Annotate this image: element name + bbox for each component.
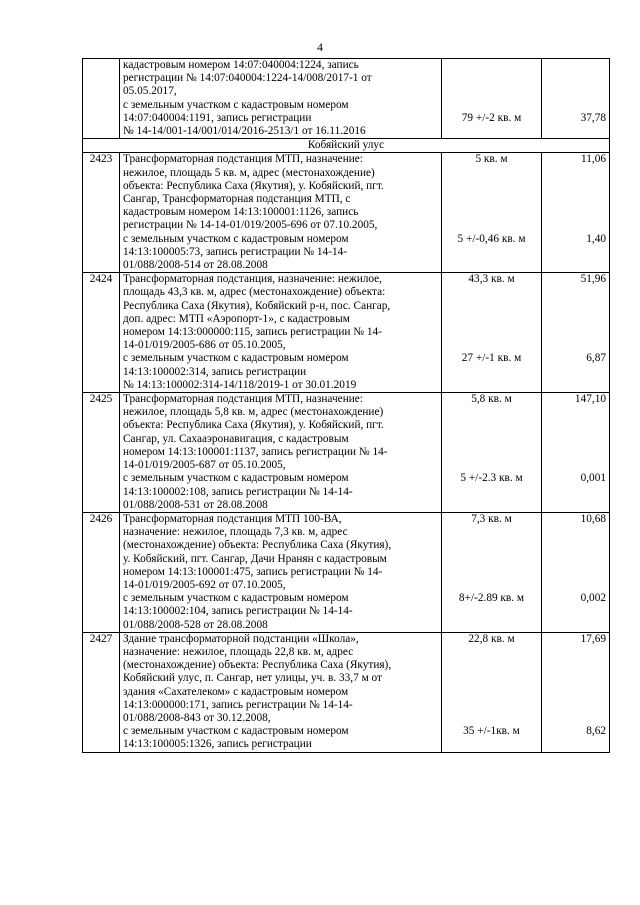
description-line: 14-01/019/2005-692 от 07.10.2005,: [123, 578, 286, 591]
land-plot-line: 14:13:100002:314, запись регистрации: [123, 365, 307, 378]
building-area: 43,3 кв. м: [468, 273, 515, 286]
land-area: 79 +/-2 кв. м: [461, 111, 522, 124]
description-line: с земельным участком с кадастровым номером: [123, 98, 349, 111]
description-line: доп. адрес: МТП «Аэропорт-1», с кадастровым: [123, 312, 350, 325]
land-value: 0,002: [580, 592, 606, 605]
building-area: 7,3 кв. м: [471, 512, 512, 525]
section-title: Кобяйский улус: [83, 139, 610, 153]
land-area: 35 +/-1кв. м: [463, 725, 520, 738]
description-line: у. Кобяйский, пгт. Сангар, Дачи Нранян с кадастровым: [123, 552, 387, 565]
land-plot-line: с земельным участком с кадастровым номером: [123, 592, 349, 605]
property-register-table: [82, 58, 610, 753]
description-cell: [120, 153, 442, 273]
description-line: номером 14:13:100001:475, запись регистрации № 14-: [123, 565, 383, 578]
building-value: 11,06: [581, 153, 606, 166]
description-line: Кобяйский улус, п. Сангар, нет улицы, уч. в. 33,7 м от: [123, 672, 382, 685]
description-line: Трансформаторная подстанция МТП, назначение:: [123, 153, 363, 166]
land-plot-line: 14:13:100005:1326, запись регистрации: [123, 738, 312, 751]
row-number-cell: 2426: [83, 512, 120, 632]
land-value: 37,78: [580, 111, 606, 124]
table-row: [83, 512, 610, 632]
section-row: [83, 139, 610, 153]
description-line: регистрации № 14-14-01/019/2005-696 от 07.10.2005,: [123, 219, 378, 232]
area-cell: [442, 393, 542, 513]
description-line: Трансформаторная подстанция, назначение: нежилое,: [123, 273, 383, 286]
description-line: 14:07:040004:1191, запись регистрации: [123, 111, 312, 124]
description-line: 01/088/2008-843 от 30.12.2008,: [123, 711, 271, 724]
land-plot-line: 14:13:100002:104, запись регистрации № 14-14-: [123, 605, 353, 618]
description-line: объекта: Республика Саха (Якутия), у. Кобяйский, пгт.: [123, 179, 384, 192]
land-plot-line: 01/088/2008-531 от 28.08.2008: [123, 498, 268, 511]
row-number-cell: 2424: [83, 273, 120, 393]
description-line: Сангар, Трансформаторная подстанция МТП, с: [123, 193, 351, 206]
description-line: Трансформаторная подстанция МТП, назначение:: [123, 393, 363, 406]
land-plot-line: с земельным участком с кадастровым номером: [123, 232, 349, 245]
table-row: [83, 273, 610, 393]
value-cell: [542, 153, 610, 273]
description-cell: [120, 59, 442, 139]
description-line: здания «Сахателеком» с кадастровым номером: [123, 685, 349, 698]
land-plot-line: с земельным участком с кадастровым номером: [123, 352, 349, 365]
land-area: 5 +/-0,46 кв. м: [457, 232, 526, 245]
land-plot-line: 14:13:100002:108, запись регистрации № 14-14-: [123, 485, 353, 498]
value-cell: [542, 273, 610, 393]
continuation-row: [83, 59, 610, 139]
building-area: 5 кв. м: [475, 153, 508, 166]
description-line: Республика Саха (Якутия), Кобяйский р-н, пос. Сангар,: [123, 299, 391, 312]
land-plot-line: 14:13:100005:73, запись регистрации № 14-14-: [123, 245, 348, 258]
description-cell: [120, 273, 442, 393]
row-number-cell: 2427: [83, 632, 120, 752]
description-cell: [120, 512, 442, 632]
table-row: [83, 153, 610, 273]
table-row: [83, 393, 610, 513]
description-line: 14:13:000000:171, запись регистрации № 14-14-: [123, 698, 353, 711]
value-cell: [542, 393, 610, 513]
row-number-cell: 2423: [83, 153, 120, 273]
description-line: 14-01/019/2005-687 от 05.10.2005,: [123, 459, 286, 472]
land-plot-line: с земельным участком с кадастровым номером: [123, 725, 349, 738]
area-cell: [442, 273, 542, 393]
description-line: Трансформаторная подстанция МТП 100-ВА,: [123, 512, 342, 525]
description-line: объекта: Республика Саха (Якутия), у. Кобяйский, пгт.: [123, 419, 384, 432]
land-value: 1,40: [586, 232, 606, 245]
land-area: 8+/-2.89 кв. м: [458, 592, 525, 605]
building-value: 17,69: [580, 632, 606, 645]
description-line: 05.05.2017,: [123, 85, 177, 98]
land-plot-line: с земельным участком с кадастровым номером: [123, 472, 349, 485]
table-row: [83, 632, 610, 752]
description-line: (местонахождение) объекта: Республика Саха (Якутия),: [123, 539, 392, 552]
description-line: номером 14:13:100001:1137, запись регистрации № 14-: [123, 445, 388, 458]
value-cell: [542, 632, 610, 752]
description-line: Здание трансформаторной подстанции «Школа»,: [123, 632, 359, 645]
land-plot-line: 01/088/2008-528 от 28.08.2008: [123, 618, 268, 631]
description-line: 14-01/019/2005-686 от 05.10.2005,: [123, 339, 286, 352]
value-cell: [542, 59, 610, 139]
description-line: назначение: нежилое, площадь 22,8 кв. м, адрес: [123, 645, 354, 658]
land-plot-line: 01/088/2008-514 от 28.08.2008: [123, 259, 268, 272]
building-area: 5,8 кв. м: [471, 393, 512, 406]
land-value: 6,87: [586, 352, 606, 365]
land-area: 27 +/-1 кв. м: [461, 352, 522, 365]
land-value: 8,62: [586, 725, 606, 738]
description-line: № 14-14/001-14/001/014/2016-2513/1 от 16.11.2016: [123, 125, 366, 138]
building-value: 10,68: [580, 512, 606, 525]
land-value: 0,001: [580, 472, 606, 485]
description-line: (местонахождение) объекта: Республика Саха (Якутия),: [123, 659, 392, 672]
area-cell: [442, 153, 542, 273]
land-plot-line: № 14:13:100002:314-14/118/2019-1 от 30.01.2019: [123, 378, 357, 391]
land-area: 5 +/-2.3 кв. м: [460, 472, 523, 485]
description-line: нежилое, площадь 5,8 кв. м, адрес (местонахождение): [123, 406, 384, 419]
row-number-cell: 2425: [83, 393, 120, 513]
description-cell: [120, 632, 442, 752]
description-line: нежилое, площадь 5 кв. м, адрес (местонахождение): [123, 166, 375, 179]
building-value: 51,96: [580, 273, 606, 286]
description-line: назначение: нежилое, площадь 7,3 кв. м, адрес: [123, 526, 348, 539]
description-cell: [120, 393, 442, 513]
description-line: Сангар, ул. Сахааэронавигация, с кадастровым: [123, 432, 349, 445]
description-line: регистрации № 14:07:040004:1224-14/008/2017-1 от: [123, 72, 372, 85]
description-line: кадастровым номером 14:13:100001:1126, запись: [123, 206, 359, 219]
page-number: 4: [317, 40, 323, 54]
description-line: кадастровым номером 14:07:040004:1224, запись: [123, 59, 359, 71]
area-cell: [442, 512, 542, 632]
value-cell: [542, 512, 610, 632]
building-value: 147,10: [574, 393, 606, 406]
row-number-cell: [83, 59, 120, 139]
building-area: 22,8 кв. м: [468, 632, 515, 645]
description-line: площадь 43,3 кв. м, адрес (местонахождение) объекта:: [123, 286, 386, 299]
description-line: номером 14:13:000000:115, запись регистрации № 14-: [123, 326, 382, 339]
area-cell: [442, 59, 542, 139]
area-cell: [442, 632, 542, 752]
